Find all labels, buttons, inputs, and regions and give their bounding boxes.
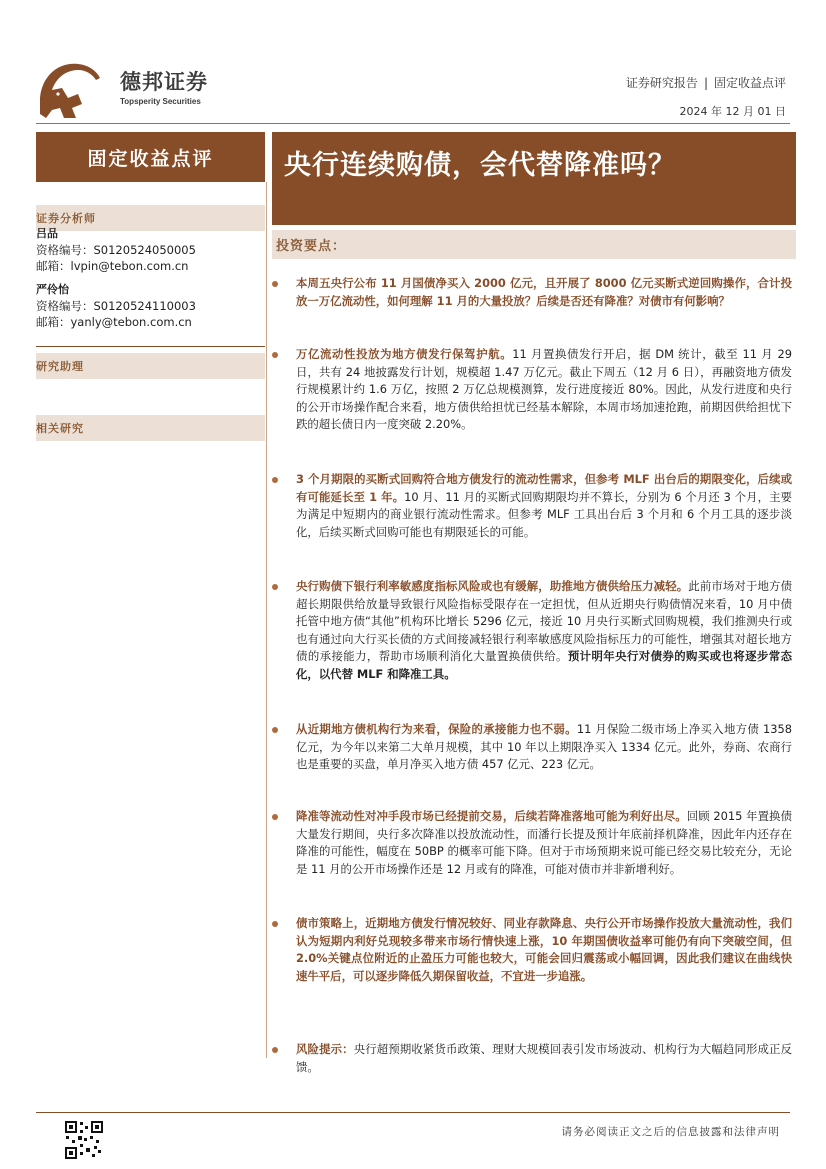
- point-lead: 万亿流动性投放为地方债发行保驾护航。: [296, 347, 513, 361]
- bullet-icon: [272, 1047, 278, 1053]
- report-meta: [626, 74, 786, 119]
- qr-code-icon[interactable]: [64, 1120, 104, 1160]
- bullet-icon: [272, 584, 278, 590]
- report-category-banner: [36, 132, 265, 182]
- point-body: 11 月保险二级市场上净买入地方债 1358 亿元，为今年以来第二大单月规模，其中 10 年以上期限净买入 1334 亿元。此外，券商、农商行也是重要的买盘，单月净买入地方债 457 亿元、223 亿元。: [296, 722, 792, 772]
- key-point-item: [272, 721, 792, 774]
- key-point-item: [272, 578, 792, 684]
- related-research-label: 相关研究: [36, 415, 265, 441]
- point-lead: 降准等流动性对冲手段市场已经提前交易，后续若降准落地可能为利好出尽。: [296, 809, 687, 823]
- risk-body: 央行超预期收紧货币政策、理财大规模回表引发市场波动、机构行为大幅趋同形成正反馈。: [296, 1042, 792, 1074]
- analyst-cert: 资格编号：S0120524050005: [36, 243, 196, 257]
- logo-english-name: Topsperity Securities: [120, 97, 201, 106]
- analyst-name: 吕品: [36, 227, 58, 240]
- column-divider: [266, 182, 267, 1058]
- key-point-item: [272, 275, 792, 310]
- bullet-icon: [272, 477, 278, 483]
- sidebar-divider: [36, 346, 265, 347]
- point-body: 11 月置换债发行开启，据 DM 统计，截至 11 月 29 日，共有 24 地披露发行计划，规模超 1.47 万亿元。截止下周五（12 月 6 日），再融资地方债发行规模累计约 1.6 万亿，按照 2 万亿总规模测算，发行进度接近 80%。因此，从发行进度和央行的公开市场操作配合来看，地方债供给担忧已经基本解除，本周市场加速抢跑，前期因供给担忧下跌的超长债日内一度突破 2.20%。: [296, 347, 792, 432]
- report-subtype: 固定收益点评: [713, 76, 786, 90]
- key-point-item: [272, 808, 792, 878]
- title-banner: [272, 132, 796, 225]
- point-body: 回顾 2015 年置换债大量发行期间，央行多次降准以投放流动性，而潘行长提及预计年底前择机降准，因此年内还存在降准的可能性，幅度在 50BP 的概率可能下降。但对于市场预期来说可能已经交易比较充分，无论是 11 月的公开市场操作还是 12 月或有的降准，可能对债市并非新增利好。: [296, 809, 792, 876]
- key-point-item: [272, 915, 792, 985]
- bullet-icon: [272, 281, 278, 287]
- point-lead: 央行购债下银行利率敏感度指标风险或也有缓解，助推地方债供给压力减轻。: [296, 579, 689, 593]
- report-date: 2024 年 12 月 01 日: [679, 105, 786, 118]
- key-points-heading: 投资要点：: [272, 230, 796, 259]
- meta-separator: |: [703, 76, 708, 90]
- point-conclusion: 预计明年央行对债券的购买或也将逐步常态化，以代替 MLF 和降准工具。: [296, 649, 792, 681]
- key-point-item: [272, 346, 792, 434]
- report-category-label: 固定收益点评: [87, 147, 214, 170]
- tebon-logo-icon: [38, 58, 102, 120]
- key-point-item: [272, 471, 792, 541]
- header-divider: [36, 123, 790, 124]
- analyst-cert: 资格编号：S0120524110003: [36, 299, 196, 313]
- footer-divider: [36, 1112, 790, 1113]
- analyst-card: [36, 226, 265, 274]
- bullet-icon: [272, 921, 278, 927]
- logo-chinese-name: 德邦证券: [120, 70, 208, 94]
- point-lead: 3 个月期限的买断式回购符合地方债发行的流动性需求，但参考 MLF 出台后的期限变化，后续或有可能延长至 1 年。: [296, 472, 792, 504]
- point-lead: 从近期地方债机构行为来看，保险的承接能力也不弱。: [296, 722, 577, 736]
- assistant-section-label: 研究助理: [36, 353, 265, 379]
- bullet-icon: [272, 727, 278, 733]
- legal-disclaimer: 请务必阅读正文之后的信息披露和法律声明: [561, 1126, 780, 1138]
- risk-label: 风险提示：: [296, 1042, 354, 1056]
- analyst-name: 严伶怡: [36, 283, 69, 296]
- analyst-email[interactable]: 邮箱：lvpin@tebon.com.cn: [36, 259, 189, 273]
- analyst-email[interactable]: 邮箱：yanly@tebon.com.cn: [36, 315, 192, 329]
- point-lead: 债市策略上，近期地方债发行情况较好、同业存款降息、央行公开市场操作投放大量流动性，我们认为短期内利好兑现较多带来市场行情快速上涨，10 年期国债收益率可能仍有向下突破空间，但 2.0%关键点位附近的止盈压力可能也较大，可能会回归震荡或小幅回调，因此我们建议在曲线快速牛平后，可以逐步降低久期保留收益，不宜进一步追涨。: [296, 916, 792, 983]
- bullet-icon: [272, 814, 278, 820]
- bullet-icon: [272, 352, 278, 358]
- point-body: 此前市场对于地方债超长期限供给放量导致银行风险指标受限存在一定担忧，但从近期央行购债情况来看，10 月中债托管中地方债“其他”机构环比增长 5296 亿元，接近 10 月央行买断式回购规模，我们推测央行或也有通过向大行买长债的方式间接减轻银行利率敏感度风险指标压力的可能性，增强其对超长地方债的承接能力，帮助市场顺利消化大量置换债供给。: [296, 579, 792, 664]
- point-body: 10 月、11 月的买断式回购期限均并不算长，分别为 6 个月还 3 个月，主要为满足中短期内的商业银行流动性需求。但参考 MLF 工具出台后 3 个月和 6 个月工具的逐步淡化，后续买断式回购可能也有期限延长的可能。: [296, 489, 793, 539]
- main-content: [272, 230, 796, 259]
- logo-text: [120, 66, 208, 106]
- point-lead: 本周五央行公布 11 月国债净买入 2000 亿元，且开展了 8000 亿元买断式逆回购操作，合计投放一万亿流动性，如何理解 11 月的大量投放？后续是否还有降准？对债市有何影响？: [296, 276, 792, 308]
- risk-warning: [272, 1041, 792, 1076]
- analyst-card: [36, 282, 265, 330]
- report-type: 证券研究报告: [625, 76, 698, 90]
- analyst-section-label: 证券分析师: [36, 205, 265, 231]
- page-title: 央行连续购债，会代替降准吗？: [284, 150, 676, 181]
